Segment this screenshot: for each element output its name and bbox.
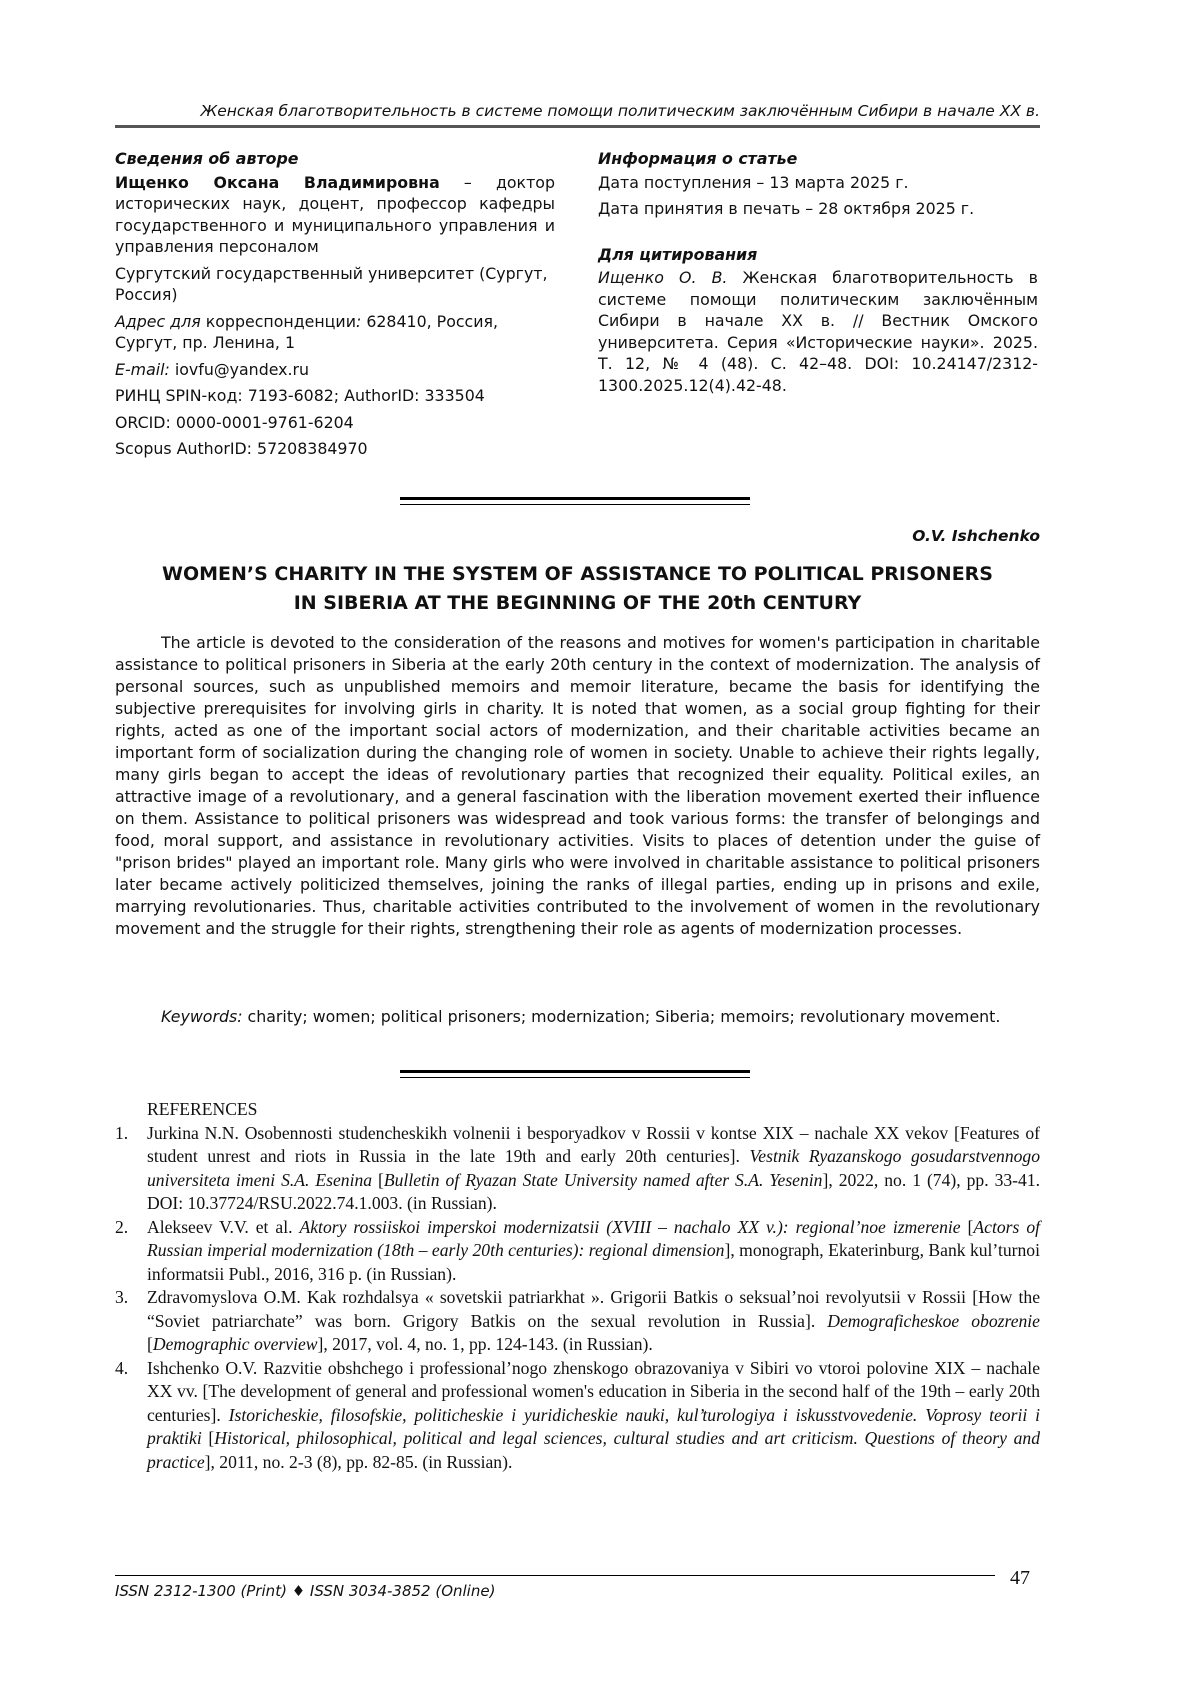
author-bio <box>115 172 555 258</box>
ref-part-italic: Demograficheskoe obozrenie <box>827 1310 1040 1331</box>
article-info-title: Информация о статье <box>598 149 798 168</box>
author-info-column <box>115 148 555 460</box>
ref-part: Ishchenko O.V. Razvitie obshchego i professional’nogo zhenskogo obrazovaniya v Sibiri vo vtoroi polovine XIX – nachale XX vv. [The development of general and professional women's education in Siberia in the second half of the 19th – early 20th centuries]. <box>147 1357 1040 1425</box>
ref-part: Alekseev V.V. et al. <box>147 1216 300 1237</box>
page-number: 47 <box>1010 1567 1030 1589</box>
english-keywords <box>115 1006 1040 1028</box>
reference-number: 2. <box>115 1216 129 1237</box>
ref-part: [ <box>201 1428 215 1448</box>
ref-part-italic: Demographic overview <box>152 1334 318 1354</box>
author-address <box>115 311 555 354</box>
citation-text <box>598 267 1038 396</box>
ref-part: Zdravomyslova O.M. Kak rozhdalsya « sovetskii patriarkhat ». Grigorii Batkis o seksual’noi revolyutsii v Rossii [How the “Soviet patriarchate” was born. Grigory Batkis on the sexual revolution in Russia]. <box>147 1287 1040 1331</box>
citation-body: Женская благотворительность в системе помощи политическим заключённым Сибири в начале XX в. // Вестник Омского университета. Серия «Исторические науки». 2025. Т. 12, № 4 (48). С. 42–48. DOI: 10.24147/2312-1300.2025.12(4).42-48. <box>598 268 1038 395</box>
reference-item <box>115 1286 1040 1357</box>
address-label: Адрес для <box>115 311 201 331</box>
author-name: Ищенко Оксана Владимировна <box>115 172 440 192</box>
english-title-line-2: IN SIBERIA AT THE BEGINNING OF THE 20th CENTURY <box>293 592 862 614</box>
references-title: REFERENCES <box>147 1099 258 1119</box>
reference-item <box>115 1357 1040 1475</box>
address-value: 628410, Россия, Сургут, пр. Ленина, 1 <box>115 311 499 352</box>
running-head-rule <box>115 125 1040 128</box>
author-email <box>115 359 555 381</box>
email-label: E-mail: <box>115 359 170 379</box>
reference-text <box>147 1357 1040 1475</box>
article-info-column <box>598 148 1038 396</box>
email-link[interactable]: iovfu@yandex.ru <box>169 359 310 379</box>
reference-text <box>147 1122 1040 1216</box>
reference-number: 4. <box>115 1357 129 1378</box>
citation-author: Ищенко О. В. <box>598 268 728 287</box>
ref-part-italic: Vestnik Ryazanskogo gosudarstvennogo universiteta imeni S.A. Esenina <box>147 1146 1041 1190</box>
ref-part: Jurkina N.N. Osobennosti studencheskikh volnenii i besporyadkov v Rossii v kontse XIX – nachale XX vekov [Features of student unrest and riots in Russia in the late 19th and early 20th centuries]. <box>147 1122 1040 1166</box>
ref-part: [ <box>372 1169 384 1190</box>
author-scopus: Scopus AuthorID: 57208384970 <box>115 439 368 458</box>
ref-part-italic: Istoricheskie, filosofskie, politicheskie i yuridicheskie nauki, kul’turologiya i iskusstvovedenie. Voprosy teorii i praktiki <box>147 1404 1040 1448</box>
english-abstract: The article is devoted to the consideration of the reasons and motives for women's participation in charitable assistance to political prisoners in Siberia at the early 20th century in the context of modernization. The analysis of personal sources, such as unpublished memoirs and memoir literature, became the basis for identifying the subjective prerequisites for involving girls in charity. It is noted that women, as a social group fighting for their rights, acted as one of the important social actors of modernization, and their charitable activities became an important form of socialization during the changing role of women in society. Unable to achieve their rights legally, many girls began to accept the ideas of revolutionary parties that recognized their equality. Political exiles, an attractive image of a revolutionary, and a general fascination with the liberation movement exerted their influence on them. Assistance to political prisoners was widespread and took various forms: the transfer of belongings and food, moral support, and assistance in revolutionary activities. Visits to places of detention under the guise of "prison brides" played an important role. Many girls who were involved in charitable assistance to political prisoners later became actively politicized themselves, joining the ranks of illegal parties, ending up in prisons and exile, marrying revolutionaries. Thus, charitable activities contributed to the involvement of women in the revolutionary movement and the struggle for their rights, strengthening their role as agents of modernization processes. <box>115 633 1040 938</box>
keywords-label: Keywords: <box>161 1007 243 1026</box>
address-label-mid: корреспонденции <box>200 311 356 331</box>
author-orcid: ORCID: 0000-0001-9761-6204 <box>115 412 354 432</box>
ref-part: ], monograph, Ekaterinburg, Bank kul’turnoi informatsii Publ., 2016, 316 p. (in Russian). <box>147 1240 1040 1284</box>
ref-part: [ <box>147 1334 153 1354</box>
ref-part: ], 2017, vol. 4, no. 1, pp. 124-143. (in Russian). <box>317 1334 653 1354</box>
ref-part-italic: Bulletin of Ryazan State University named after S.A. Yesenin <box>383 1169 823 1190</box>
ref-part: ], 2011, no. 2-3 (8), pp. 82-85. (in Russian). <box>204 1451 513 1472</box>
author-position: – доктор исторических наук, доцент, профессор кафедры государственного и муниципального управления и управления персоналом <box>115 172 555 256</box>
english-author: O.V. Ishchenko <box>912 527 1040 545</box>
ref-part-italic: Historical, philosophical, political and legal sciences, cultural studies and art criticism. Questions of theory and practice <box>147 1428 1041 1472</box>
ref-part: [ <box>960 1216 974 1237</box>
author-info-title: Сведения об авторе <box>115 149 299 168</box>
accepted-date: Дата принятия в печать – 28 октября 2025 г. <box>598 199 975 218</box>
reference-item <box>115 1122 1040 1216</box>
section-divider-top <box>400 497 750 505</box>
author-affiliation: Сургутский государственный университет (Сургут, Россия) <box>115 263 548 304</box>
reference-number: 1. <box>115 1122 129 1143</box>
ref-part-italic: Actors of Russian imperial modernization (18th – early 20th centuries): regional dimension <box>147 1216 1041 1260</box>
ref-part-italic: Aktory rossiiskoi imperskoi modernizatsii (XVIII – nachalo XX v.): regional’noe izmerenie <box>299 1216 961 1237</box>
reference-text <box>147 1286 1040 1357</box>
reference-item <box>115 1216 1040 1287</box>
received-date: Дата поступления – 13 марта 2025 г. <box>598 172 909 192</box>
reference-number: 3. <box>115 1287 129 1307</box>
references <box>115 1098 1040 1474</box>
keywords-list: charity; women; political prisoners; modernization; Siberia; memoirs; revolutionary movement. <box>242 1007 1001 1026</box>
footer-rule <box>115 1575 995 1576</box>
section-divider-bottom <box>400 1070 750 1078</box>
author-rinc: РИНЦ SPIN-код: 7193-6082; AuthorID: 333504 <box>115 386 485 405</box>
english-title <box>115 560 1040 618</box>
address-label-colon: : <box>355 311 362 331</box>
citation-title: Для цитирования <box>598 244 758 264</box>
english-title-line-1: WOMEN’S CHARITY IN THE SYSTEM OF ASSISTANCE TO POLITICAL PRISONERS <box>161 563 993 585</box>
footer-issn: ISSN 2312-1300 (Print) ♦ ISSN 3034-3852 (Online) <box>115 1582 496 1600</box>
ref-part: ], 2022, no. 1 (74), pp. 33-41. DOI: 10.37724/RSU.2022.74.1.003. (in Russian). <box>147 1169 1041 1213</box>
running-head: Женская благотворительность в системе помощи политическим заключённым Сибири в начале XX в. <box>200 102 1040 120</box>
reference-text <box>147 1216 1040 1287</box>
